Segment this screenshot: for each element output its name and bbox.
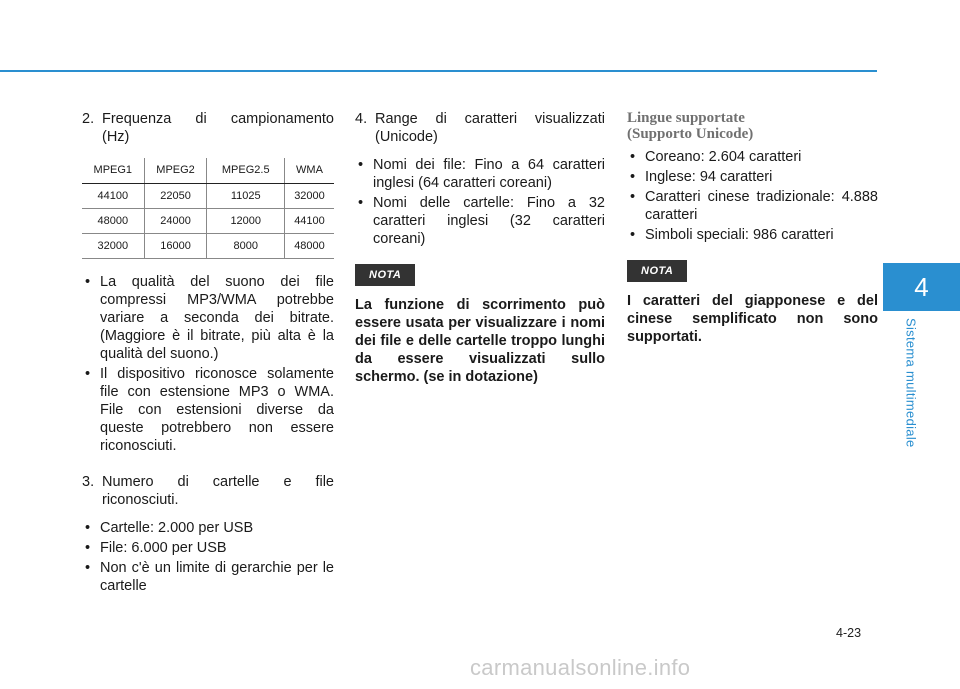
table-cell: 22050 (144, 184, 207, 209)
nota-text: I caratteri del giapponese e del cinese semplificato non sono supportati. (627, 293, 878, 345)
section-2-bullets (82, 273, 334, 455)
table-row (82, 209, 334, 234)
table-row (82, 234, 334, 259)
column-middle (355, 110, 605, 386)
section-4-title-cont: (Unicode) (375, 129, 438, 145)
list-item: • Non c'è un limite di gerarchie per le cartelle (82, 559, 334, 595)
section-3-number: 3. (82, 474, 95, 490)
section-3-title-cont: riconosciuti. (102, 492, 179, 508)
list-item: • Caratteri cinese tradizionale: 4.888 caratteri (627, 188, 878, 224)
section-2-heading (82, 110, 334, 128)
table-cell: 8000 (207, 234, 285, 259)
table-cell: 32000 (284, 184, 334, 209)
section-2-title: Frequenza di campionamento (102, 111, 334, 127)
table-header: MPEG2 (144, 158, 207, 184)
nota-text: La funzione di scorrimento può essere usata per visualizzare i nomi dei file e delle cartelle troppo lunghi da essere visualizzati sullo schermo. (se in dotazione) (355, 297, 605, 385)
column-left (82, 110, 334, 597)
list-item: • Nomi dei file: Fino a 64 caratteri inglesi (64 caratteri coreani) (355, 156, 605, 192)
list-item: • Inglese: 94 caratteri (627, 168, 878, 186)
section-3-bullets (82, 519, 334, 595)
section-3-heading (82, 473, 334, 491)
list-item: • File: 6.000 per USB (82, 539, 334, 557)
list-item: • Cartelle: 2.000 per USB (82, 519, 334, 537)
chapter-label-text: Sistema multimediale (903, 318, 919, 448)
table-cell: 32000 (82, 234, 144, 259)
table-cell: 11025 (207, 184, 285, 209)
chapter-number-tab: 4 (883, 263, 960, 311)
page-number: 4-23 (836, 626, 862, 640)
table-cell: 48000 (284, 234, 334, 259)
table-cell: 12000 (207, 209, 285, 234)
column-right (627, 110, 878, 346)
sampling-frequency-table (82, 158, 334, 259)
section-2-number: 2. (82, 111, 95, 127)
nota-badge: NOTA (355, 264, 415, 286)
table-cell: 44100 (284, 209, 334, 234)
table-row (82, 184, 334, 209)
list-item: • Il dispositivo riconosce solamente file con estensione MP3 o WMA. File con estensioni diverse da queste potrebbero non essere riconosciuti. (82, 365, 334, 455)
table-cell: 16000 (144, 234, 207, 259)
section-2-title-cont: (Hz) (102, 129, 130, 145)
section-4-number: 4. (355, 111, 368, 127)
table-header-row (82, 158, 334, 184)
table-cell: 48000 (82, 209, 144, 234)
list-item: • Simboli speciali: 986 caratteri (627, 226, 878, 244)
table-cell: 24000 (144, 209, 207, 234)
list-item: • Coreano: 2.604 caratteri (627, 148, 878, 166)
section-3-title: Numero di cartelle e file (102, 474, 334, 490)
nota-badge: NOTA (627, 260, 687, 282)
table-cell: 44100 (82, 184, 144, 209)
lingue-title (627, 110, 878, 142)
chapter-label (896, 318, 926, 453)
section-4-heading (355, 110, 605, 128)
lingue-title-line2: (Supporto Unicode) (627, 126, 754, 142)
list-item: • La qualità del suono dei file compressi MP3/WMA potrebbe variare a seconda dei bitrate. (Maggiore è il bitrate, più alta è la qualità del suono.) (82, 273, 334, 363)
section-4-bullets (355, 156, 605, 248)
section-4-title: Range di caratteri visualizzati (375, 111, 605, 127)
lingue-title-line1: Lingue supportate (627, 110, 745, 126)
table-header: MPEG2.5 (207, 158, 285, 184)
table-header: MPEG1 (82, 158, 144, 184)
watermark: carmanualsonline.info (470, 655, 691, 680)
table-header: WMA (284, 158, 334, 184)
lingue-bullets (627, 148, 878, 244)
list-item: • Nomi delle cartelle: Fino a 32 caratteri inglesi (32 caratteri coreani) (355, 194, 605, 248)
header-rule (0, 70, 877, 72)
